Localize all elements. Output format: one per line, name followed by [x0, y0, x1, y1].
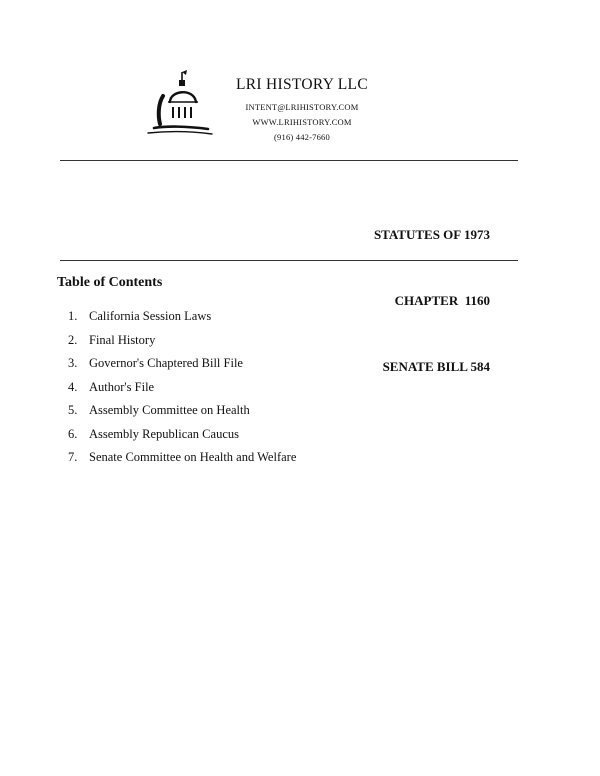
- statute-year: STATUTES OF 1973: [373, 227, 490, 242]
- toc-title: Table of Contents: [57, 275, 163, 290]
- toc-list: [68, 305, 296, 470]
- company-website: WWW.LRIHISTORY.COM: [252, 117, 352, 127]
- statute-block: [374, 180, 490, 400]
- toc-item-number: 7.: [68, 450, 78, 464]
- toc-item-label: Assembly Committee on Health: [89, 403, 250, 417]
- toc-item-label: Governor's Chaptered Bill File: [89, 356, 243, 370]
- toc-item-number: 5.: [68, 403, 78, 417]
- toc-item: [68, 376, 296, 400]
- toc-item: [68, 399, 296, 423]
- statute-chapter: CHAPTER 1160: [394, 293, 490, 308]
- toc-item-label: California Session Laws: [89, 309, 212, 323]
- toc-item: [68, 446, 296, 470]
- toc-item-number: 1.: [68, 309, 78, 323]
- company-email: INTENT@LRIHISTORY.COM: [245, 102, 359, 112]
- toc-item-number: 6.: [68, 426, 78, 441]
- toc-item-number: 3.: [68, 356, 78, 370]
- toc-item: [68, 329, 296, 353]
- capitol-dome-icon: [146, 66, 214, 138]
- header-divider: [60, 160, 518, 161]
- toc-item: [68, 352, 296, 376]
- toc-item-label: Assembly Republican Caucus: [89, 426, 239, 441]
- company-phone: (916) 442-7660: [274, 132, 330, 142]
- statute-bill: SENATE BILL 584: [382, 359, 490, 374]
- toc-item: [68, 305, 296, 329]
- statute-divider: [60, 260, 518, 261]
- toc-item-number: 2.: [68, 332, 78, 347]
- toc-item-label: Author's File: [89, 379, 155, 394]
- company-name: LRI HISTORY LLC: [236, 76, 368, 93]
- toc-item: [68, 423, 296, 447]
- company-block: [232, 76, 372, 145]
- toc-item-number: 4.: [68, 379, 78, 394]
- toc-item-label: Final History: [89, 332, 156, 347]
- toc-item-label: Senate Committee on Health and Welfare: [89, 450, 297, 464]
